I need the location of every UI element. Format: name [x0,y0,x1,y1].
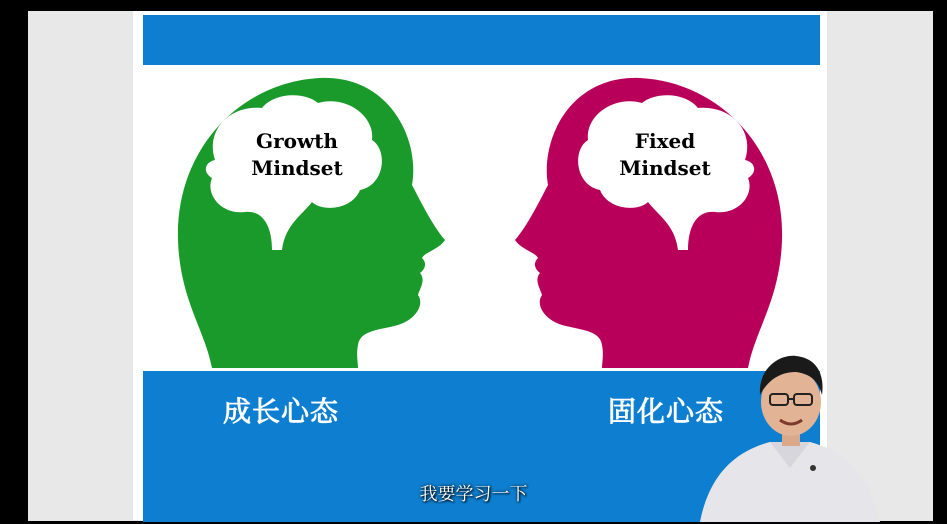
growth-head-icon [178,78,445,368]
fixed-head-icon [515,78,782,368]
growth-label: 成长心态 [223,395,340,428]
fixed-label: 固化心态 [608,395,725,428]
fixed-title-line1: Fixed [634,129,696,153]
growth-title-line1: Growth [256,129,338,153]
growth-title-line2: Mindset [251,156,343,180]
right-border [933,0,947,524]
fixed-title-line2: Mindset [619,156,711,180]
subtitle-caption: 我要学习一下 [419,484,528,505]
